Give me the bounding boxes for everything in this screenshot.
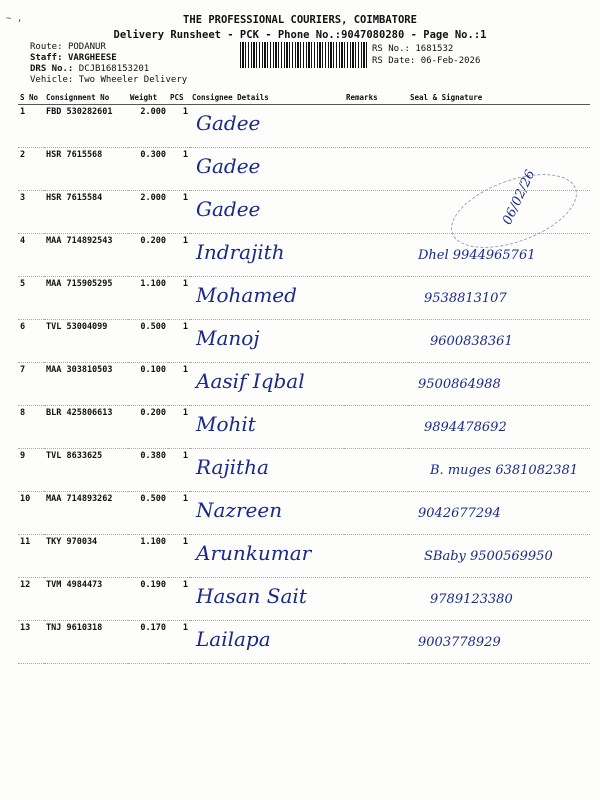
row-remarks <box>344 406 408 449</box>
row-remarks <box>344 191 408 234</box>
rs-no-label: RS No.: <box>372 44 410 54</box>
drs-value: DCJB168153201 <box>78 64 150 74</box>
row-sno: 5 <box>18 277 44 320</box>
signature-handwriting: 9894478692 <box>424 420 507 435</box>
row-consignee-cell <box>190 363 344 406</box>
row-sno: 9 <box>18 449 44 492</box>
table-row <box>18 277 590 320</box>
table-row <box>18 105 590 148</box>
table-row <box>18 320 590 363</box>
table-row <box>18 191 590 234</box>
row-consignee-cell <box>190 234 344 277</box>
consignee-handwriting: Gadee <box>196 197 261 221</box>
row-seal-cell <box>408 621 590 664</box>
signature-handwriting: Dhel 9944965761 <box>418 248 536 263</box>
vehicle-line <box>30 75 187 85</box>
row-weight: 1.100 <box>128 277 168 320</box>
consignee-handwriting: Lailapa <box>196 627 271 651</box>
row-weight: 0.190 <box>128 578 168 621</box>
consignee-handwriting: Indrajith <box>196 240 285 264</box>
row-consignment-no: HSR 7615568 <box>44 148 128 191</box>
row-sno: 1 <box>18 105 44 148</box>
col-consignee: Consignee Details <box>190 90 344 105</box>
row-consignment-no: TKY 970034 <box>44 535 128 578</box>
row-consignment-no: FBD 530282601 <box>44 105 128 148</box>
signature-handwriting: SBaby 9500569950 <box>424 549 553 564</box>
row-seal-cell <box>408 406 590 449</box>
table-row <box>18 148 590 191</box>
row-weight: 1.100 <box>128 535 168 578</box>
table-row <box>18 621 590 664</box>
row-sno: 6 <box>18 320 44 363</box>
col-pcs: PCS <box>168 90 190 105</box>
staff-value: VARGHEESE <box>67 53 117 63</box>
row-pcs: 1 <box>168 535 190 578</box>
row-consignee-cell <box>190 492 344 535</box>
table-row <box>18 535 590 578</box>
row-pcs: 1 <box>168 277 190 320</box>
stamp-date: 06/02/26 <box>500 167 539 228</box>
row-consignment-no: TVM 4984473 <box>44 578 128 621</box>
row-pcs: 1 <box>168 363 190 406</box>
row-weight: 0.200 <box>128 234 168 277</box>
row-weight: 2.000 <box>128 191 168 234</box>
row-consignee-cell <box>190 191 344 234</box>
row-consignee-cell <box>190 105 344 148</box>
row-remarks <box>344 449 408 492</box>
row-sno: 8 <box>18 406 44 449</box>
staff-line <box>30 53 117 63</box>
row-consignment-no: MAA 303810503 <box>44 363 128 406</box>
row-pcs: 1 <box>168 320 190 363</box>
consignee-handwriting: Nazreen <box>196 498 283 522</box>
drs-line <box>30 64 149 74</box>
rs-date-label: RS Date: <box>372 56 416 66</box>
col-seal: Seal & Signature <box>408 90 590 105</box>
signature-handwriting: 9500864988 <box>418 377 501 392</box>
row-remarks <box>344 320 408 363</box>
runsheet-table <box>18 90 590 664</box>
col-remarks: Remarks <box>344 90 408 105</box>
row-seal-cell <box>408 449 590 492</box>
row-consignee-cell <box>190 578 344 621</box>
row-pcs: 1 <box>168 148 190 191</box>
signature-handwriting: 9003778929 <box>418 635 501 650</box>
row-consignee-cell <box>190 621 344 664</box>
row-weight: 0.500 <box>128 320 168 363</box>
col-sno: S No <box>18 90 44 105</box>
barcode <box>240 42 368 68</box>
staff-label: Staff: <box>30 53 63 63</box>
row-pcs: 1 <box>168 406 190 449</box>
row-pcs: 1 <box>168 621 190 664</box>
row-sno: 10 <box>18 492 44 535</box>
row-remarks <box>344 105 408 148</box>
table-row <box>18 492 590 535</box>
row-sno: 7 <box>18 363 44 406</box>
row-consignee-cell <box>190 320 344 363</box>
row-pcs: 1 <box>168 234 190 277</box>
row-consignment-no: MAA 714893262 <box>44 492 128 535</box>
row-remarks <box>344 535 408 578</box>
row-seal-cell <box>408 492 590 535</box>
row-consignee-cell <box>190 148 344 191</box>
row-remarks <box>344 492 408 535</box>
row-remarks <box>344 578 408 621</box>
table-header-row <box>18 90 590 105</box>
row-seal-cell <box>408 320 590 363</box>
col-consignment: Consignment No <box>44 90 128 105</box>
row-remarks <box>344 277 408 320</box>
route-label: Route: <box>30 42 63 52</box>
row-consignment-no: HSR 7615584 <box>44 191 128 234</box>
consignee-handwriting: Gadee <box>196 111 261 135</box>
row-weight: 0.300 <box>128 148 168 191</box>
consignee-handwriting: Mohamed <box>196 283 297 307</box>
consignee-handwriting: Manoj <box>196 326 260 350</box>
table-row <box>18 363 590 406</box>
consignee-handwriting: Hasan Sait <box>196 584 307 608</box>
rs-no-value: 1681532 <box>415 44 454 54</box>
row-consignee-cell <box>190 449 344 492</box>
row-seal-cell <box>408 191 590 234</box>
row-sno: 13 <box>18 621 44 664</box>
row-remarks <box>344 363 408 406</box>
signature-handwriting: 9789123380 <box>430 592 513 607</box>
signature-handwriting: 9042677294 <box>418 506 501 521</box>
row-remarks <box>344 234 408 277</box>
row-seal-cell <box>408 363 590 406</box>
row-weight: 0.500 <box>128 492 168 535</box>
row-consignment-no: MAA 714892543 <box>44 234 128 277</box>
row-seal-cell <box>408 105 590 148</box>
row-sno: 3 <box>18 191 44 234</box>
row-remarks <box>344 621 408 664</box>
row-weight: 0.100 <box>128 363 168 406</box>
row-consignment-no: MAA 715905295 <box>44 277 128 320</box>
row-pcs: 1 <box>168 492 190 535</box>
row-weight: 0.380 <box>128 449 168 492</box>
row-pcs: 1 <box>168 191 190 234</box>
row-sno: 12 <box>18 578 44 621</box>
route-line <box>30 42 106 52</box>
row-sno: 2 <box>18 148 44 191</box>
table-row <box>18 406 590 449</box>
row-consignee-cell <box>190 277 344 320</box>
consignee-handwriting: Aasif Iqbal <box>196 369 305 393</box>
row-consignee-cell <box>190 406 344 449</box>
vehicle-value: Two Wheeler Delivery <box>78 75 188 85</box>
row-seal-cell <box>408 234 590 277</box>
row-sno: 4 <box>18 234 44 277</box>
drs-label: DRS No.: <box>30 64 74 74</box>
row-seal-cell <box>408 148 590 191</box>
row-consignment-no: TVL 53004099 <box>44 320 128 363</box>
row-seal-cell <box>408 578 590 621</box>
signature-handwriting: B. muges 6381082381 <box>430 463 579 478</box>
company-title: THE PROFESSIONAL COURIERS, COIMBATORE <box>183 14 417 26</box>
consignee-handwriting: Arunkumar <box>196 541 312 565</box>
table-row <box>18 234 590 277</box>
row-pcs: 1 <box>168 105 190 148</box>
table-row <box>18 578 590 621</box>
row-seal-cell <box>408 277 590 320</box>
corner-scribble: ~ , <box>6 14 23 24</box>
rs-date-value: 06-Feb-2026 <box>420 56 481 66</box>
consignee-handwriting: Rajitha <box>196 455 269 479</box>
signature-handwriting: 9600838361 <box>430 334 513 349</box>
row-pcs: 1 <box>168 578 190 621</box>
route-value: PODANUR <box>67 42 106 52</box>
row-weight: 0.200 <box>128 406 168 449</box>
consignee-handwriting: Gadee <box>196 154 261 178</box>
row-seal-cell <box>408 535 590 578</box>
rs-date-line <box>372 56 480 66</box>
row-sno: 11 <box>18 535 44 578</box>
row-weight: 2.000 <box>128 105 168 148</box>
row-consignment-no: BLR 425806613 <box>44 406 128 449</box>
consignee-handwriting: Mohit <box>196 412 256 436</box>
row-weight: 0.170 <box>128 621 168 664</box>
row-consignment-no: TVL 8633625 <box>44 449 128 492</box>
row-pcs: 1 <box>168 449 190 492</box>
row-consignment-no: TNJ 9610318 <box>44 621 128 664</box>
row-consignee-cell <box>190 535 344 578</box>
vehicle-label: Vehicle: <box>30 75 74 85</box>
rs-no-line <box>372 44 453 54</box>
row-remarks <box>344 148 408 191</box>
signature-handwriting: 9538813107 <box>424 291 507 306</box>
table-row <box>18 449 590 492</box>
runsheet-subtitle: Delivery Runsheet - PCK - Phone No.:9047080280 - Page No.:1 <box>113 29 487 41</box>
col-weight: Weight <box>128 90 168 105</box>
